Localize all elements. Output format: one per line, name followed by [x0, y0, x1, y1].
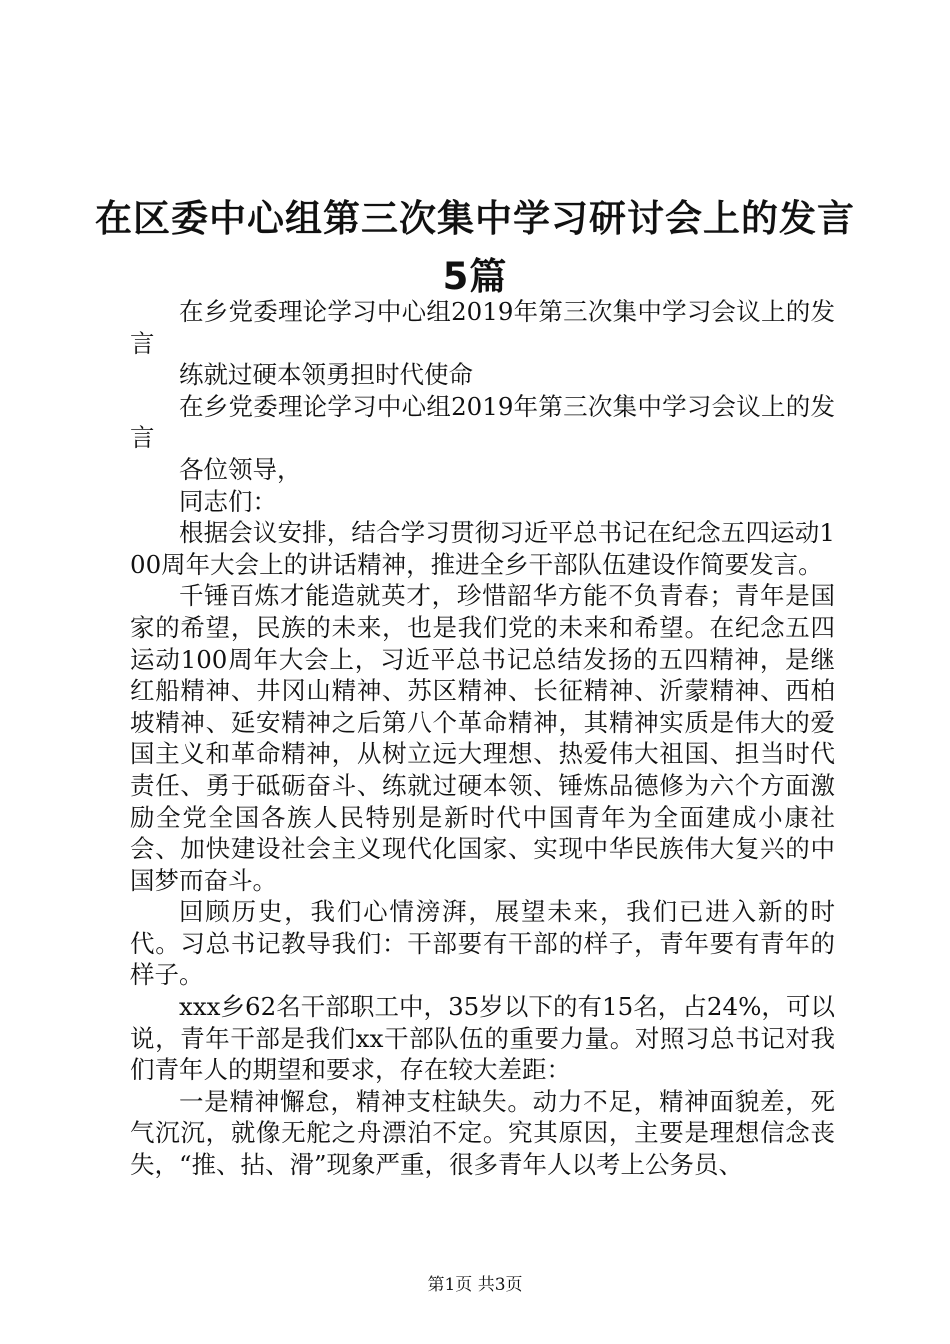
- paragraph: 回顾历史，我们心情滂湃，展望未来，我们已进入新的时代。习总书记教导我们：干部要有干部的样子，青年要有青年的样子。: [130, 897, 835, 990]
- paragraph: 根据会议安排，结合学习贯彻习近平总书记在纪念五四运动100周年大会上的讲话精神，推进全乡干部队伍建设作简要发言。: [130, 518, 835, 579]
- paragraph: 在乡党委理论学习中心组2019年第三次集中学习会议上的发言: [130, 391, 835, 453]
- document-body: [130, 296, 835, 1181]
- paragraph: 千锤百炼才能造就英才，珍惜韶华方能不负青春；青年是国家的希望，民族的未来，也是我们党的未来和希望。在纪念五四运动100周年大会上，习近平总书记总结发扬的五四精神，是继红船精神、井冈山精神、苏区精神、长征精神、沂蒙精神、西柏坡精神、延安精神之后第八个革命精神，其精神实质是伟大的爱国主义和革命精神，从树立远大理想、热爱伟大祖国、担当时代责任、勇于砥砺奋斗、练就过硬本领、锤炼品德修为六个方面激励全党全国各族人民特别是新时代中国青年为全面建成小康社会、加快建设社会主义现代化国家、实现中华民族伟大复兴的中国梦而奋斗。: [130, 581, 835, 895]
- paragraph: 练就过硬本领勇担时代使命: [179, 360, 473, 390]
- page-footer: 第1页 共3页: [427, 1275, 523, 1295]
- document-title-line-2: 5篇: [442, 255, 508, 298]
- document-title-line-1: 在区委中心组第三次集中学习研讨会上的发言: [95, 197, 855, 240]
- paragraph: xxx乡62名干部职工中，35岁以下的有15名，占24%，可以说，青年干部是我们xx干部队伍的重要力量。对照习总书记对我们青年人的期望和要求，存在较大差距：: [130, 992, 835, 1085]
- paragraph: 在乡党委理论学习中心组2019年第三次集中学习会议上的发言: [130, 297, 835, 358]
- paragraph: 一是精神懈怠，精神支柱缺失。动力不足，精神面貌差，死气沉沉，就像无舵之舟漂泊不定。究其原因，主要是理想信念丧失，“推、拈、滑”现象严重，很多青年人以考上公务员、: [130, 1086, 835, 1180]
- paragraph: 同志们：: [179, 486, 277, 516]
- paragraph: 各位领导，: [179, 454, 302, 484]
